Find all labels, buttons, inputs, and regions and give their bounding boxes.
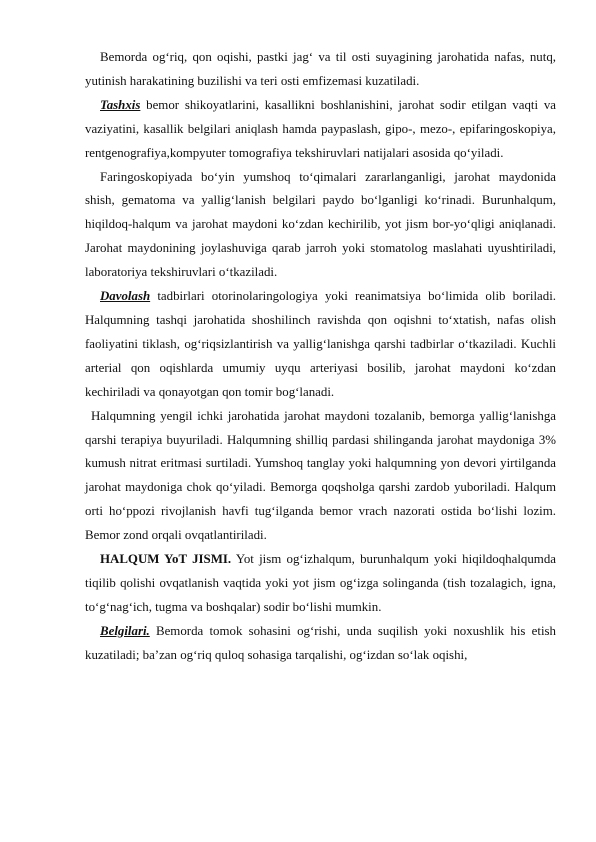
keyword-diagnosis: Tashxis	[100, 97, 141, 112]
paragraph-text: tadbirlari otorinolaringologiya yoki reanimatsiya bo‘limida olib boriladi. Halqumning tashqi jarohatida shoshilinch ravishda qon oqishni to‘xtatish, nafas olish faoliyatini tiklash, og‘riqsizlantirish va yallig‘lanishga qarshi tadbirlar o‘tkaziladi. Kuchli arterial qon oqishlarda umumiy uyqu arteriyasi bosilib, jarohat maydoni ko‘zdan kechiriladi va qonayotgan qon tomir bog‘lanadi.	[85, 289, 556, 399]
paragraph-mild-injury	[85, 405, 556, 548]
paragraph-text: Halqumning yengil ichki jarohatida jarohat maydoni tozalanib, bemorga yallig‘lanishga qarshi terapiya buyuriladi. Halqumning shilliq pardasi shilinganda jarohat maydoniga 3% kumush nitrat eritmasi surtiladi. Yumshoq tanglay yoki halqumning yon devori yirtilganda jarohat maydoniga chok qo‘yiladi. Bemorga qoqsholga qarshi zardob yuboriladi. Halqum orti ho‘ppozi rivojlanish havfi tug‘ilganda bemor vrach nazorati ostida bo‘lishi lozim. Bemor zond orqali ovqatlantiriladi.	[85, 408, 556, 543]
section-heading-foreign-body: HALQUM YoT JISMI.	[100, 552, 232, 567]
paragraph-treatment	[85, 285, 556, 405]
paragraph-text: bemor shikoyatlarini, kasallikni boshlanishini, jarohat sodir etilgan vaqti va vaziyatini, kasallik belgilari aniqlash hamda paypaslash, gipo-, mezo-, epifaringoskopiya, rentgenografiya,kompyuter tomografiya tekshiruvlari natijalari asosida qo‘yiladi.	[85, 97, 556, 160]
paragraph-diagnosis	[85, 94, 556, 166]
paragraph-foreign-body	[85, 548, 556, 620]
paragraph-signs	[85, 620, 556, 668]
keyword-signs: Belgilari.	[100, 623, 150, 638]
paragraph-text: Faringoskopiyada bo‘yin yumshoq to‘qimalari zararlanganligi, jarohat maydonida shish, gematoma va yallig‘lanish belgilari paydo bo‘lganligi ko‘rinadi. Burunhalqum, hiqildoq-halqum va jarohat maydoni ko‘zdan kechirilib, yot jism bor-yo‘qligi aniqlanadi. Jarohat maydonining joylashuviga qarab jarroh yoki stomatolog maslahati uyushtiriladi, laboratoriya tekshiruvlari o‘tkaziladi.	[85, 169, 556, 280]
document-page	[85, 46, 556, 668]
paragraph-pharyngoscopy	[85, 166, 556, 286]
paragraph-text: Bemorda tomok sohasini og‘rishi, unda suqilish yoki noxushlik his etish kuzatiladi; ba’zan og‘riq quloq sohasiga tarqalishi, og‘izdan so‘lak oqishi,	[85, 623, 556, 662]
keyword-treatment: Davolash	[100, 289, 151, 304]
paragraph-text: Yot jism og‘izhalqum, burunhalqum yoki hiqildoqhalqumda tiqilib qolishi ovqatlanish vaqtida yoki yot jism og‘izga solinganda (tish tozalagich, igna, to‘g‘nag‘ich, tugma va boshqalar) sodir bo‘lishi mumkin.	[85, 552, 556, 614]
paragraph-text: Bemorda og‘riq, qon oqishi, pastki jag‘ va til osti suyagining jarohatida nafas, nutq, yutinish harakatining buzilishi va teri osti emfizemasi kuzatiladi.	[85, 50, 556, 88]
paragraph-symptoms-intro	[85, 46, 556, 94]
